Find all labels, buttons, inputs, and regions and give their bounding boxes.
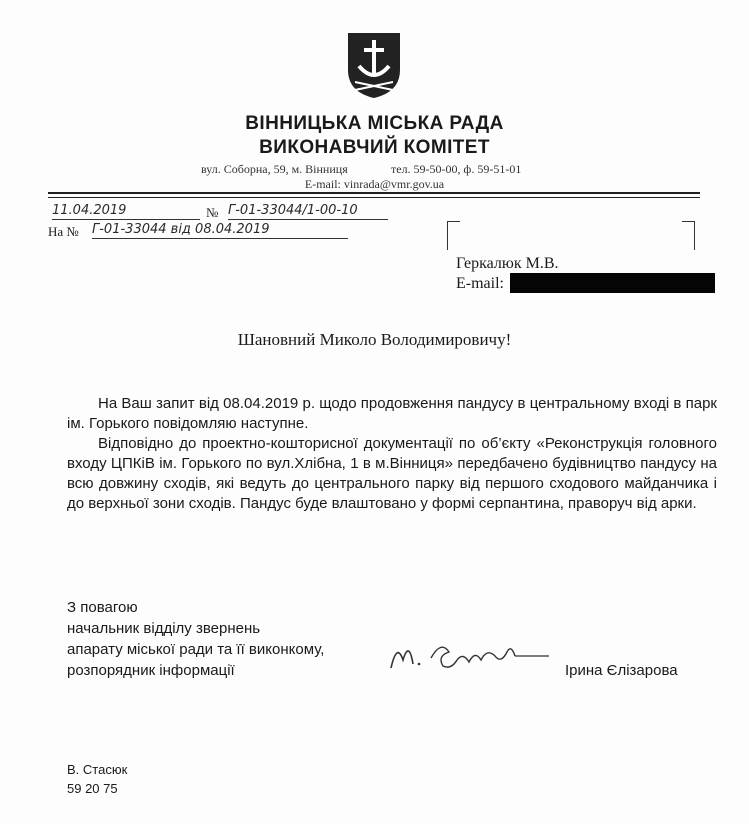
org-email: E-mail: vinrada@vmr.gov.ua: [304, 177, 445, 191]
signer-position: розпорядник інформації: [67, 662, 235, 679]
letterhead-rule-thick: [48, 192, 700, 194]
address-corner-left: [447, 221, 460, 250]
address-corner-right: [682, 221, 695, 250]
recipient-name: Геркалюк М.В.: [456, 255, 559, 272]
redacted-email: [510, 273, 715, 293]
number-label: №: [206, 205, 219, 220]
handwritten-signature: [383, 630, 553, 680]
outgoing-date: 11.04.2019: [52, 203, 200, 220]
outgoing-number: Г-01-33044/1-00-10: [228, 203, 388, 220]
recipient-email-label: E-mail:: [456, 275, 504, 292]
executor-phone: 59 20 75: [67, 781, 118, 796]
org-address: вул. Соборна, 59, м. Вінниця: [201, 162, 348, 176]
signer-position: начальник відділу звернень: [67, 620, 261, 637]
reference-number: Г-01-33044 від 08.04.2019: [92, 222, 348, 239]
closing: З повагою: [67, 599, 138, 616]
body-paragraph: Відповідно до проектно-кошторисної документації по об’єкту «Реконструкція головного входу ЦПКіВ ім. Горького по вул.Хлібна, 1 в м.Вінниця» передбачено будівництво пандусу на всю довжину сходів, які ведуть до центрального парку від першого сходового майданчика і до верхньої зони сходів. Пандус буде влаштовано у формі серпантина, праворуч від арки.: [67, 435, 717, 512]
org-name: ВІННИЦЬКА МІСЬКА РАДА: [245, 113, 504, 134]
salutation: Шановний Миколо Володимировичу!: [237, 330, 512, 349]
executor-name: В. Стасюк: [67, 762, 128, 777]
body-paragraph: На Ваш запит від 08.04.2019 р. щодо продовження пандусу в центральному вході в парк ім. Горького повідомляю наступне.: [67, 395, 717, 432]
reference-label: На №: [48, 224, 79, 239]
letterhead-rule-thin: [48, 197, 700, 198]
signer-name: Ірина Єлізарова: [565, 662, 678, 679]
org-subdivision: ВИКОНАВЧИЙ КОМІТЕТ: [259, 137, 490, 158]
signer-position: апарату міської ради та її виконкому,: [67, 641, 325, 658]
coat-of-arms-icon: [345, 30, 403, 100]
org-phones: тел. 59-50-00, ф. 59-51-01: [391, 162, 522, 176]
